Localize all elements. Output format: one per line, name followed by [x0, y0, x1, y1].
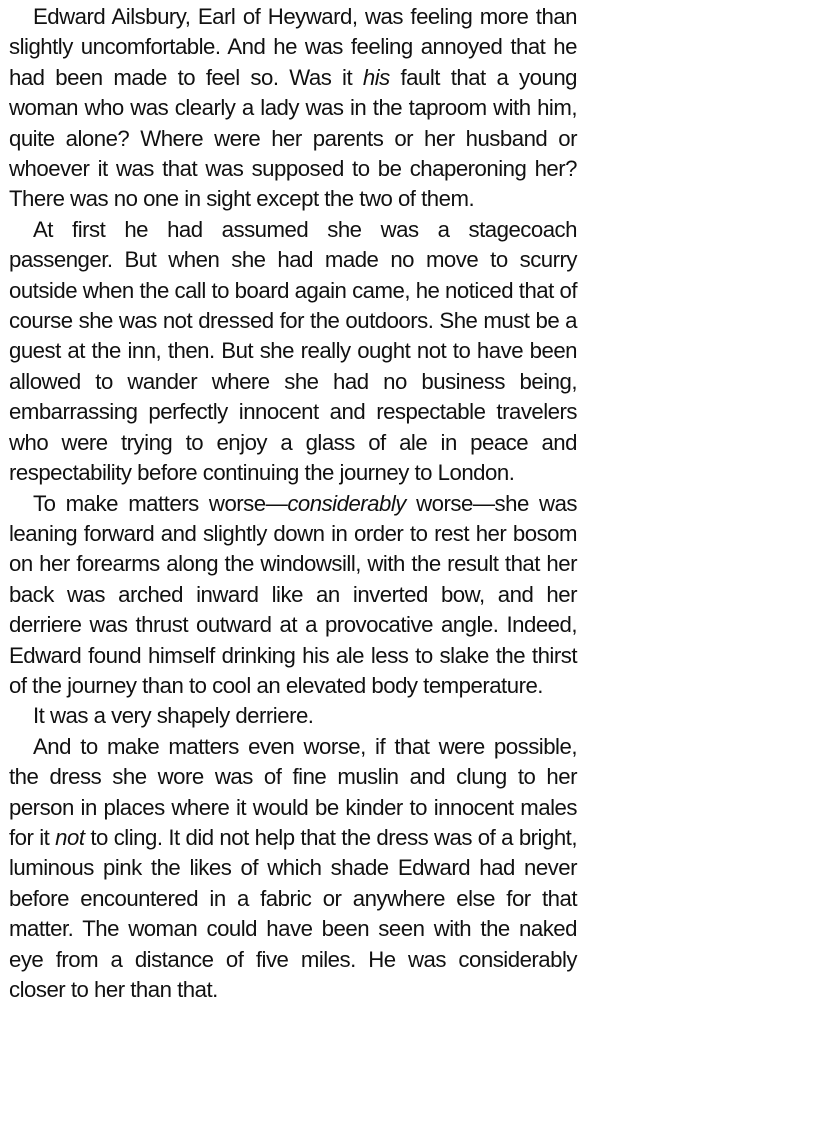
text-segment: It was a very shapely derriere. — [33, 703, 314, 729]
paragraph-3 — [9, 489, 577, 702]
text-segment: to cling. It did not help that the dress was of a bright, luminous pink the likes of which shade Edward had never before encountered in a fabric or anywhere else for that matter. The woman could have been seen with the naked eye from a distance of five miles. He was considerably closer to her than that. — [9, 824, 577, 1002]
italic-segment: his — [362, 64, 390, 90]
paragraph-1 — [9, 2, 577, 215]
italic-segment: not — [55, 824, 85, 850]
text-segment: And to make matters even worse, if that were possible, the dress she wore was of fine muslin and clung to her person in places where it would be kinder to innocent males for it — [9, 733, 577, 850]
book-page — [9, 2, 577, 1005]
text-segment: At first he had assumed she was a stagecoach passenger. But when she had made no move to scurry outside when the call to board again came, he noticed that of course she was not dressed for the outdoors. She must be a guest at the inn, then. But she really ought not to have been allowed to wander where she had no business being, embarrassing perfectly innocent and respectable travelers who were trying to enjoy a glass of ale in peace and respectability before continuing the journey to London. — [9, 216, 577, 486]
text-segment: worse—she was leaning forward and slightly down in order to rest her bosom on her forearms along the windowsill, with the result that her back was arched inward like an inverted bow, and her derriere was thrust outward at a provocative angle. Indeed, Edward found himself drinking his ale less to slake the thirst of the journey than to cool an elevated body temperature. — [9, 490, 578, 698]
paragraph-2 — [9, 215, 577, 489]
text-segment: fault that a young woman who was clearly a lady was in the taproom with him, quite alone? Where were her parents or her husband or whoever it was that was supposed to be chaperoning her? There was no one in sight except the two of them. — [9, 64, 577, 212]
paragraph-4 — [9, 701, 577, 731]
paragraph-5 — [9, 732, 577, 1006]
italic-segment: considerably — [287, 490, 406, 516]
text-segment: Edward Ailsbury, Earl of Heyward, was feeling more than slightly uncomfortable. And he was feeling annoyed that he had been made to feel so. Was it — [9, 4, 577, 90]
text-segment: To make matters worse— — [33, 490, 288, 516]
